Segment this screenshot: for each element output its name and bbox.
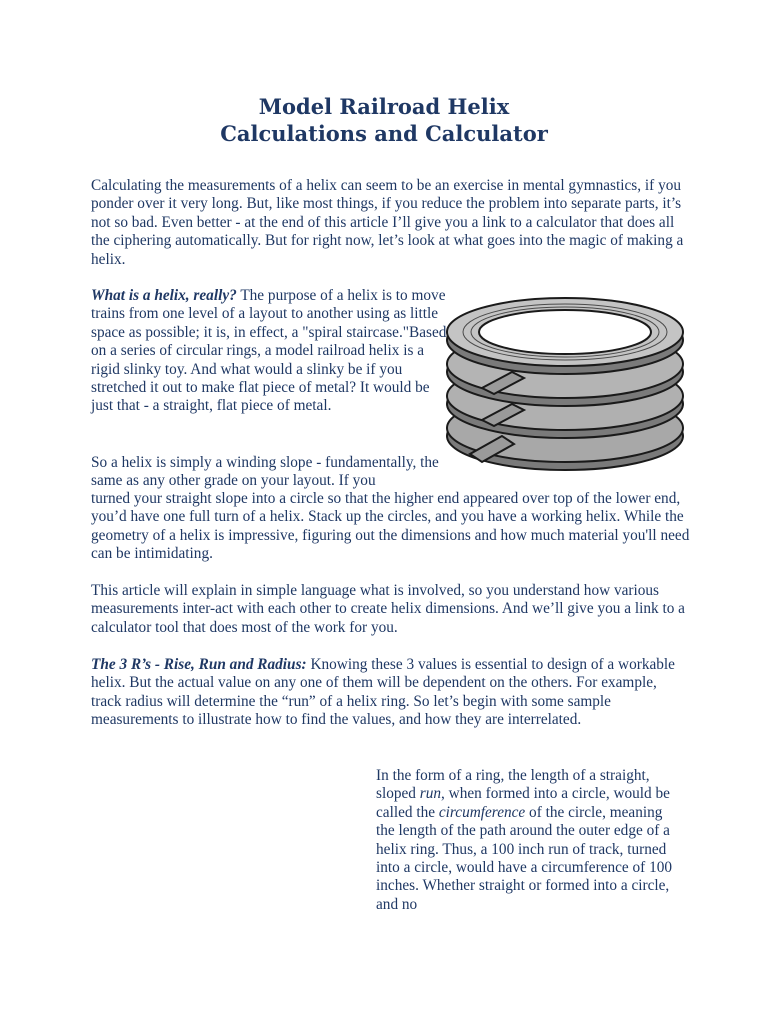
ring-text-2: , when formed into a circle, would be called the — [376, 785, 670, 821]
article-explanation-paragraph: This article will explain in simple language what is involved, so you understand how various measurements inter-act with each other to create helix dimensions. And we’ll give you a link to a calculator tool that does most of the work for you. — [91, 582, 685, 636]
winding-slope-paragraph-start: So a helix is simply a winding slope - fundamentally, the same as any other grade on your layout. If you — [91, 454, 439, 490]
helix-definition-lead: What is a helix, really? — [91, 287, 237, 304]
run-term: run — [419, 785, 442, 803]
title-line-2: Calculations and Calculator — [220, 121, 548, 146]
helix-coil-illustration — [442, 286, 688, 476]
ring-text-3: of the circle, meaning the length of the path around the outer edge of a helix ring. Thus, a 100 inch run of track, turned into a circle, would have a circumference of 100 inches. Whether straight or formed into a circle, and no — [376, 803, 673, 913]
three-rs-body: Knowing these 3 values is essential to design of a workable helix. But the actual value on any one of them will be dependent on the others. For example, track radius will determine the “run” of a helix ring. So let’s begin with some sample measurements to illustrate how to find the values, and how they are interrelated. — [91, 656, 675, 729]
three-rs-paragraph — [91, 656, 691, 730]
intro-paragraph: Calculating the measurements of a helix can seem to be an exercise in mental gymnastics, if you ponder over it very long. But, like most things, if you reduce the problem into separate parts, it’s not so bad. Even better - at the end of this article I’ll give you a link to a calculator that does all the ciphering automatically. But for right now, let’s look at what goes into the magic of making a helix. — [91, 177, 684, 268]
three-rs-lead: The 3 R’s - Rise, Run and Radius: — [91, 656, 307, 673]
ring-text-1: In the form of a ring, the length of a straight, sloped — [376, 767, 650, 803]
circumference-term: circumference — [438, 803, 526, 821]
winding-slope-paragraph-continued: turned your straight slope into a circle so that the higher end appeared over top of the lower end, you’d have one full turn of a helix. Stack up the circles, and you have a working helix. While the geometry of a helix is impressive, figuring out the dimensions and how much material you'll need can be intimidating. — [91, 490, 690, 563]
ring-circumference-paragraph — [376, 767, 678, 914]
helix-definition-paragraph — [91, 287, 451, 416]
title-line-1: Model Railroad Helix — [258, 94, 510, 119]
helix-definition-body: The purpose of a helix is to move trains from one level of a layout to another using as little space as possible; it is, in effect, a "spiral staircase."Based on a series of circular rings, a model railroad helix is a rigid slinky toy. And what would a slinky be if you stretched it out to make flat piece of metal? It would be just that - a straight, flat piece of metal. — [91, 287, 447, 415]
page-title — [0, 93, 768, 147]
